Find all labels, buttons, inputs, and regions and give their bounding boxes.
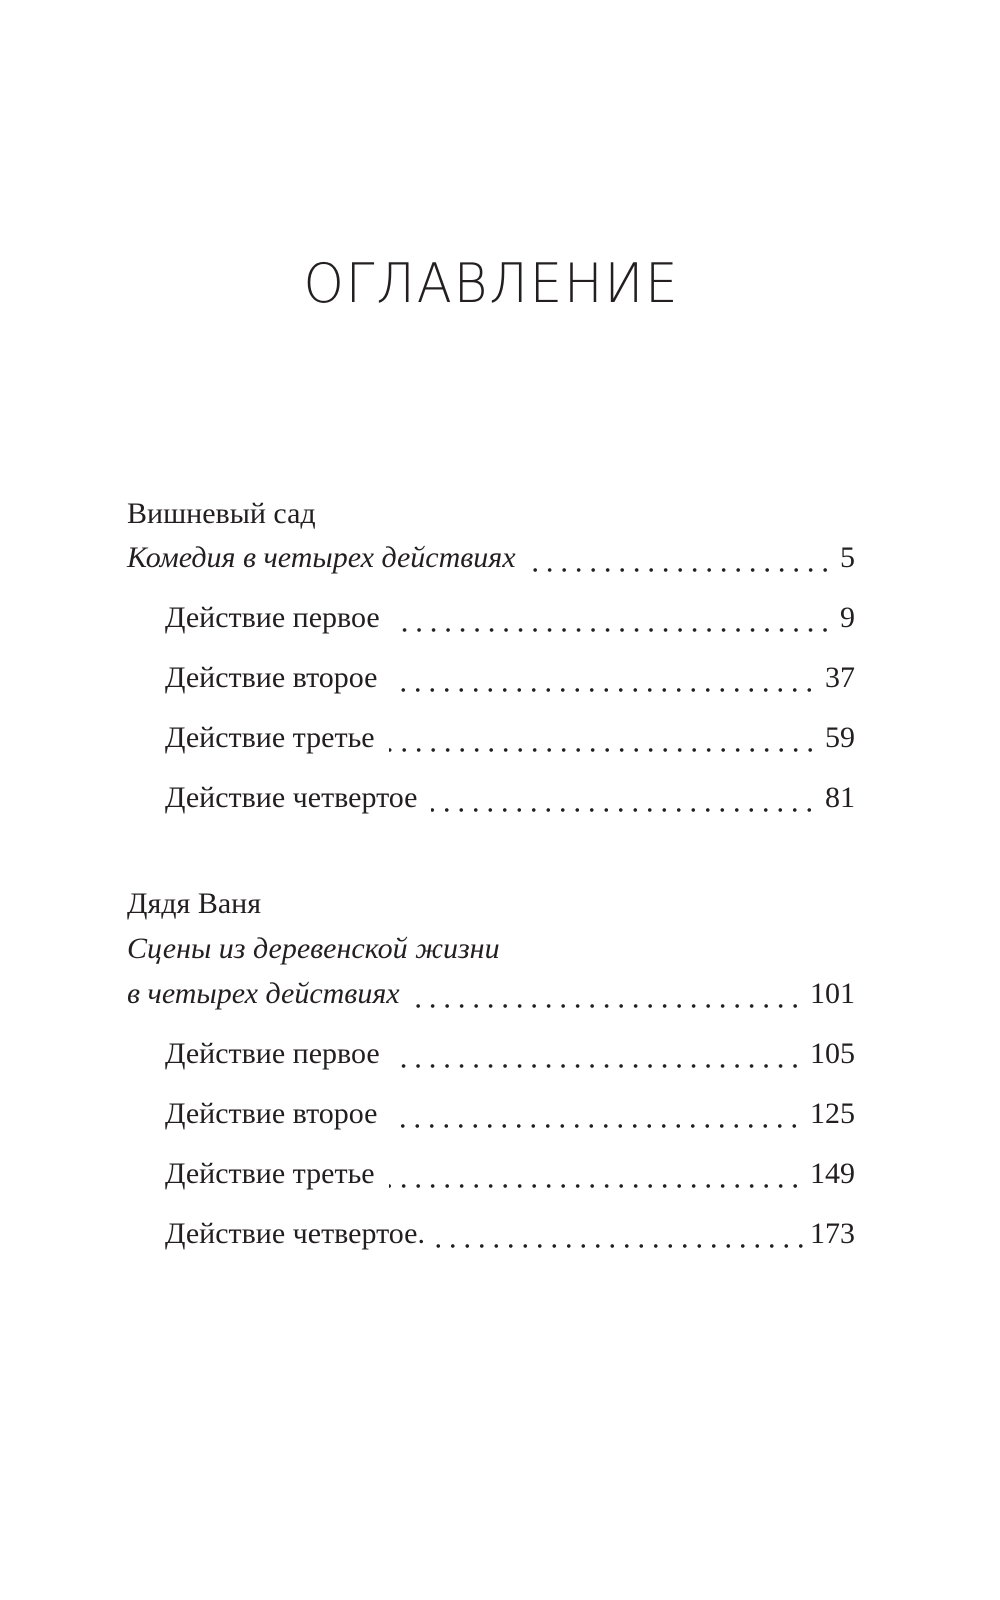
toc-entry[interactable] xyxy=(165,598,855,638)
entry-label: в четырех действиях xyxy=(127,977,400,1010)
page-number: 59 xyxy=(825,721,855,754)
dot-leader xyxy=(431,778,817,818)
toc-entry[interactable] xyxy=(127,538,855,578)
toc-entry[interactable] xyxy=(165,1214,855,1254)
dot-leader xyxy=(391,658,817,698)
entry-label: Комедия в четырех действиях xyxy=(127,541,516,574)
dot-leader xyxy=(394,598,832,638)
entry-label: Действие первое xyxy=(165,601,380,634)
section-subtitle xyxy=(127,929,855,969)
page-number: 173 xyxy=(810,1217,855,1250)
section-heading xyxy=(127,494,855,534)
dot-leader xyxy=(391,1094,802,1134)
entry-label: Действие второе xyxy=(165,661,378,694)
page-number: 5 xyxy=(840,541,855,574)
toc-entry[interactable] xyxy=(165,1094,855,1134)
entry-label: Действие третье xyxy=(165,721,375,754)
dot-leader xyxy=(389,718,817,758)
toc-entry[interactable] xyxy=(165,1154,855,1194)
section-heading-text: Дядя Ваня xyxy=(127,887,262,920)
entry-label: Сцены из деревенской жизни xyxy=(127,932,500,965)
page-number: 81 xyxy=(825,781,855,814)
entry-label: Действие четвертое xyxy=(165,781,418,814)
page-number: 125 xyxy=(810,1097,855,1130)
page-number: 105 xyxy=(810,1037,855,1070)
dot-leader xyxy=(394,1034,802,1074)
dot-leader xyxy=(414,974,802,1014)
entry-label: Действие третье xyxy=(165,1157,375,1190)
page-number: 37 xyxy=(825,661,855,694)
toc-entry[interactable] xyxy=(165,718,855,758)
toc-entry[interactable] xyxy=(165,778,855,818)
section-heading-text: Вишневый сад xyxy=(127,497,316,530)
page-number: 149 xyxy=(810,1157,855,1190)
toc-entry[interactable] xyxy=(165,1034,855,1074)
page-title: ОГЛАВЛЕНИЕ xyxy=(303,252,680,315)
page-number: 101 xyxy=(810,977,855,1010)
toc-entry[interactable] xyxy=(165,658,855,698)
entry-label: Действие четвертое. xyxy=(165,1217,425,1250)
toc-entry[interactable] xyxy=(127,974,855,1014)
entry-label: Действие первое xyxy=(165,1037,380,1070)
dot-leader xyxy=(389,1154,802,1194)
dot-leader xyxy=(427,1214,808,1254)
dot-leader xyxy=(530,538,832,578)
page-number: 9 xyxy=(840,601,855,634)
entry-label: Действие второе xyxy=(165,1097,378,1130)
section-heading xyxy=(127,884,855,924)
